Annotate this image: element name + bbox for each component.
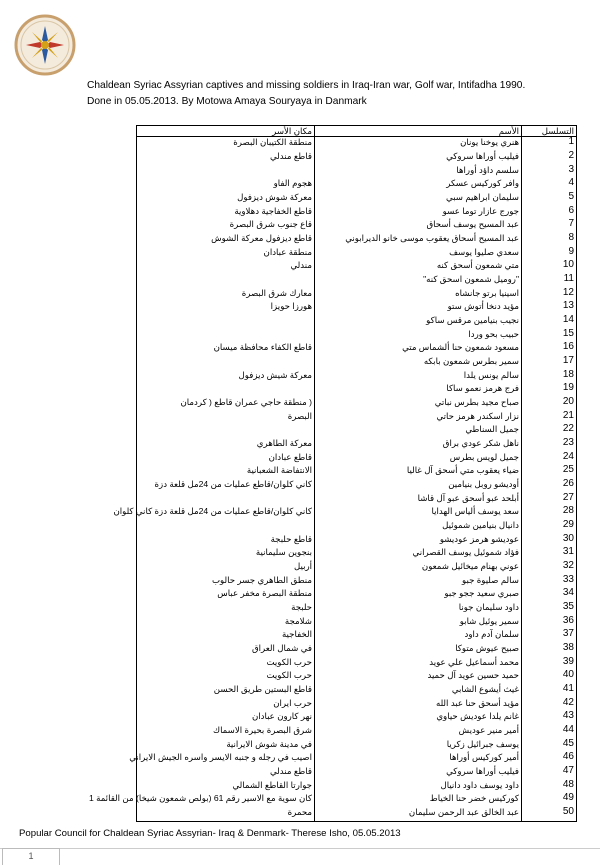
cell-seq: 10 bbox=[522, 260, 577, 274]
cell-name: عبد الخالق عبد الرحمن سليمان bbox=[315, 807, 522, 821]
cell-name: سمير يوئيل شابو bbox=[315, 616, 522, 630]
cell-name: سليمان ابراهيم سبي bbox=[315, 192, 522, 206]
table-row bbox=[137, 602, 577, 616]
cell-name: جميل السناطي bbox=[315, 424, 522, 438]
cell-seq: 41 bbox=[522, 684, 577, 698]
table-row bbox=[137, 588, 577, 602]
cell-seq: 9 bbox=[522, 247, 577, 261]
cell-seq: 48 bbox=[522, 780, 577, 794]
cell-name: ضياء يعقوب متي أسحق آل غاليا bbox=[315, 465, 522, 479]
cell-place: مندلي bbox=[290, 260, 312, 271]
cell-place: شرق البصرة بحيرة الاسماك bbox=[212, 725, 312, 736]
cell-place: قاطع ديزفول معركة الشوش bbox=[211, 232, 312, 243]
cell-seq: 47 bbox=[522, 766, 577, 780]
cell-place: معركة الطاهري bbox=[256, 437, 312, 448]
cell-name: ناهل شكر عودي براق bbox=[315, 438, 522, 452]
cell-place: الخفاجية bbox=[281, 629, 312, 640]
cell-seq: 29 bbox=[522, 520, 577, 534]
cell-seq: 15 bbox=[522, 329, 577, 343]
cell-name: جميل لويس بطرس bbox=[315, 452, 522, 466]
cell-place: في مدينة شوش الايرانية bbox=[226, 738, 312, 749]
cell-place: كاني كلوان/قاطع عمليات من 24مل قلعة دزة كاني كلوان bbox=[113, 506, 312, 517]
cell-place: قاطع عبادان bbox=[268, 451, 312, 462]
table-row bbox=[137, 356, 577, 370]
cell-seq: 49 bbox=[522, 793, 577, 807]
column-header-name: الأسم bbox=[315, 126, 522, 137]
cell-name: صباح مجيد بطرس نباتي bbox=[315, 397, 522, 411]
cell-place: منطقة عبادان bbox=[263, 246, 312, 257]
cell-seq: 40 bbox=[522, 670, 577, 684]
cell-place: قاطع البستين طريق الحسن bbox=[213, 684, 312, 695]
table-row bbox=[137, 397, 577, 411]
cell-place bbox=[137, 520, 315, 534]
cell-name: غانم يلدا عوديش حياوي bbox=[315, 711, 522, 725]
cell-seq: 32 bbox=[522, 561, 577, 575]
cell-place: شلامجة bbox=[284, 615, 312, 626]
cell-seq: 38 bbox=[522, 643, 577, 657]
table-row bbox=[137, 793, 577, 807]
table-row bbox=[137, 561, 577, 575]
column-header-seq: التسلسل bbox=[522, 126, 577, 137]
cell-name: سمير بطرس شمعون بابكه bbox=[315, 356, 522, 370]
cell-place: معارك شرق البصرة bbox=[241, 287, 312, 298]
cell-name: فرج هرمز نعمو ساكا bbox=[315, 383, 522, 397]
cell-name: سلمان آدم داود bbox=[315, 629, 522, 643]
table-row bbox=[137, 137, 577, 151]
cell-place: قاع جنوب شرق البصرة bbox=[229, 219, 312, 230]
table-row bbox=[137, 178, 577, 192]
cell-seq: 46 bbox=[522, 752, 577, 766]
cell-place bbox=[137, 356, 315, 370]
cell-seq: 20 bbox=[522, 397, 577, 411]
cell-seq: 7 bbox=[522, 219, 577, 233]
cell-name: يوسف جبرائيل زكريا bbox=[315, 739, 522, 753]
cell-seq: 12 bbox=[522, 288, 577, 302]
table-row bbox=[137, 465, 577, 479]
table-row bbox=[137, 643, 577, 657]
cell-name: مؤيد أسحق حنا عبد الله bbox=[315, 698, 522, 712]
header-title: Chaldean Syriac Assyrian captives and missing soldiers in Iraq-Iran war, Golf war, Intifadha 1990. bbox=[87, 80, 526, 91]
cell-seq: 18 bbox=[522, 370, 577, 384]
table-row bbox=[137, 301, 577, 315]
column-header-place: مكان الأسر bbox=[272, 126, 312, 136]
cell-place: نهر كارون عبادان bbox=[251, 711, 312, 722]
cell-name: أمير كوركيس أوراها bbox=[315, 752, 522, 766]
table-row bbox=[137, 315, 577, 329]
table-row bbox=[137, 274, 577, 288]
cell-seq: 43 bbox=[522, 711, 577, 725]
table-row bbox=[137, 219, 577, 233]
table-row bbox=[137, 479, 577, 493]
cell-place bbox=[137, 315, 315, 329]
cell-name: صبيح عيوش متوكا bbox=[315, 643, 522, 657]
cell-seq: 30 bbox=[522, 534, 577, 548]
cell-place: قاطع الخفاجية دهلاوية bbox=[234, 205, 312, 216]
cell-place: بنجوين سليمانية bbox=[255, 547, 312, 558]
cell-place: الانتفاضة الشعبانية bbox=[246, 465, 312, 476]
cell-seq: 24 bbox=[522, 452, 577, 466]
table-row bbox=[137, 506, 577, 520]
table-row bbox=[137, 370, 577, 384]
captives-table bbox=[88, 125, 577, 822]
cell-name: فيليب أوراها سروكي bbox=[315, 766, 522, 780]
cell-seq: 50 bbox=[522, 807, 577, 821]
cell-place: معركة شيش ديزفول bbox=[238, 369, 312, 380]
page-number: 1 bbox=[2, 848, 60, 865]
cell-name: محمد أسماعيل علي عويد bbox=[315, 657, 522, 671]
table-row bbox=[137, 711, 577, 725]
table-row bbox=[137, 493, 577, 507]
cell-name: مسعود شمعون حنا ألشماس متي bbox=[315, 342, 522, 356]
cell-name: سالم يونس يلدا bbox=[315, 370, 522, 384]
table-row bbox=[137, 766, 577, 780]
cell-place: قاطع مندلي bbox=[269, 150, 312, 161]
cell-seq: 39 bbox=[522, 657, 577, 671]
cell-place: كاني كلوان/قاطع عمليات من 24مل قلعة دزة bbox=[154, 478, 312, 489]
cell-name: متي شمعون أسحق كنه bbox=[315, 260, 522, 274]
table-row bbox=[137, 438, 577, 452]
table-row bbox=[137, 288, 577, 302]
table-row bbox=[137, 752, 577, 766]
table-row bbox=[137, 725, 577, 739]
cell-place: جوارتا القاطع الشمالي bbox=[232, 779, 312, 790]
cell-name: اسينيا برتو جانشاه bbox=[315, 288, 522, 302]
cell-seq: 16 bbox=[522, 342, 577, 356]
cell-place: ( منطقة حاجي عمران قاطع ( كردمان bbox=[180, 396, 312, 407]
cell-name: جورج عازار توما عسو bbox=[315, 206, 522, 220]
footer-text: Popular Council for Chaldean Syriac Assyrian- Iraq & Denmark- Therese Isho, 05.05.2013 bbox=[19, 828, 401, 839]
cell-seq: 1 bbox=[522, 137, 577, 151]
cell-seq: 3 bbox=[522, 165, 577, 179]
cell-name: سعدي صليوا يوسف bbox=[315, 247, 522, 261]
cell-name: داود يوسف داود دانيال bbox=[315, 780, 522, 794]
cell-name: عوني بهنام ميخائيل شمعون bbox=[315, 561, 522, 575]
cell-name: نزار اسكندر هرمز حاتي bbox=[315, 411, 522, 425]
table-row bbox=[137, 780, 577, 794]
cell-seq: 35 bbox=[522, 602, 577, 616]
cell-name: مؤيد دنخا أتوش ستو bbox=[315, 301, 522, 315]
cell-place: هورزا حويزا bbox=[270, 301, 312, 312]
cell-name: نجيب بنيامين مرقس ساكو bbox=[315, 315, 522, 329]
table-row bbox=[137, 629, 577, 643]
cell-seq: 6 bbox=[522, 206, 577, 220]
cell-name: فيليب أوراها سروكي bbox=[315, 151, 522, 165]
cell-place bbox=[137, 329, 315, 343]
table-row bbox=[137, 452, 577, 466]
cell-place: حرب ايران bbox=[273, 697, 312, 708]
cell-place: كان سوية مع الاسير رقم 61 (بولص شمعون شيخا) من القائمة 1 bbox=[88, 793, 312, 804]
cell-place: معركة شوش ديزفول bbox=[237, 191, 312, 202]
table-row bbox=[137, 534, 577, 548]
cell-name: سعد يوسف ألياس الهدايا bbox=[315, 506, 522, 520]
table-row bbox=[137, 424, 577, 438]
table-row bbox=[137, 342, 577, 356]
table-row bbox=[137, 260, 577, 274]
header-subtitle: Done in 05.05.2013. By Motowa Amaya Souryaya in Danmark bbox=[87, 96, 367, 107]
cell-seq: 23 bbox=[522, 438, 577, 452]
cell-name: كوركيس خضر حنا الخياط bbox=[315, 793, 522, 807]
cell-place bbox=[137, 493, 315, 507]
table-row bbox=[137, 684, 577, 698]
table-header-row bbox=[137, 126, 577, 137]
cell-place: حلبجة bbox=[291, 602, 312, 613]
cell-place: أربيل bbox=[293, 561, 312, 571]
cell-seq: 8 bbox=[522, 233, 577, 247]
table-row bbox=[137, 233, 577, 247]
cell-place bbox=[137, 165, 315, 179]
cell-seq: 33 bbox=[522, 575, 577, 589]
cell-place: قاطع مندلي bbox=[269, 766, 312, 777]
table-row bbox=[137, 739, 577, 753]
cell-name: سلسم داؤد أوراها bbox=[315, 165, 522, 179]
cell-name: وافر كوركيس عسكر bbox=[315, 178, 522, 192]
cell-name: عوديشو هرمز عوديشو bbox=[315, 534, 522, 548]
table-row bbox=[137, 329, 577, 343]
cell-name: أوديشو روبل بنيامين bbox=[315, 479, 522, 493]
table-row bbox=[137, 247, 577, 261]
table-row bbox=[137, 575, 577, 589]
table-row bbox=[137, 411, 577, 425]
cell-name: داود سليمان جونا bbox=[315, 602, 522, 616]
cell-name: "روميل شمعون اسحق كنه" bbox=[315, 274, 522, 288]
footer-divider bbox=[0, 848, 600, 849]
cell-seq: 2 bbox=[522, 151, 577, 165]
cell-seq: 27 bbox=[522, 493, 577, 507]
table-row bbox=[137, 807, 577, 821]
cell-name: غيث أيشوع الشابي bbox=[315, 684, 522, 698]
cell-name: سالم صليوة جبو bbox=[315, 575, 522, 589]
cell-seq: 28 bbox=[522, 506, 577, 520]
table-row bbox=[137, 547, 577, 561]
cell-place: البصرة bbox=[287, 410, 312, 421]
cell-name: أبلحد عبو أسحق عبو آل قاشا bbox=[315, 493, 522, 507]
cell-place: قاطع الكفاء محافظة ميسان bbox=[213, 342, 312, 353]
cell-seq: 37 bbox=[522, 629, 577, 643]
cell-seq: 42 bbox=[522, 698, 577, 712]
cell-name: صبري سعيد ججو جبو bbox=[315, 588, 522, 602]
cell-name: فؤاد شموئيل يوسف القصراني bbox=[315, 547, 522, 561]
cell-name: دانيال بنيامين شموئيل bbox=[315, 520, 522, 534]
cell-place: اصيب في رجله و جنبه الايسر واسره الجيش الايراني bbox=[129, 752, 312, 763]
cell-name: حبيب بحو وردا bbox=[315, 329, 522, 343]
cell-place: منطقة الكتيبان البصرة bbox=[233, 137, 312, 147]
table-row bbox=[137, 698, 577, 712]
table-row bbox=[137, 670, 577, 684]
cell-place: في شمال العراق bbox=[251, 643, 312, 654]
cell-place: حرب الكويت bbox=[266, 656, 312, 667]
cell-place: هجوم الفاو bbox=[273, 178, 312, 189]
cell-seq: 21 bbox=[522, 411, 577, 425]
table-row bbox=[137, 520, 577, 534]
cell-seq: 22 bbox=[522, 424, 577, 438]
cell-name: عبد المسيح يوسف أسحاق bbox=[315, 219, 522, 233]
cell-seq: 34 bbox=[522, 588, 577, 602]
cell-place bbox=[137, 383, 315, 397]
table-row bbox=[137, 206, 577, 220]
cell-place bbox=[137, 274, 315, 288]
cell-seq: 31 bbox=[522, 547, 577, 561]
cell-seq: 19 bbox=[522, 383, 577, 397]
cell-seq: 45 bbox=[522, 739, 577, 753]
cell-name: هنري يوخنا يونان bbox=[315, 137, 522, 151]
cell-name: عبد المسيح أسحاق يعقوب موسى خانو الديرابوني bbox=[315, 233, 522, 247]
cell-seq: 25 bbox=[522, 465, 577, 479]
cell-place: قاطع حلبجة bbox=[270, 533, 312, 544]
table-row bbox=[137, 165, 577, 179]
organization-logo bbox=[14, 14, 76, 76]
cell-seq: 26 bbox=[522, 479, 577, 493]
cell-seq: 44 bbox=[522, 725, 577, 739]
table-row bbox=[137, 657, 577, 671]
cell-seq: 17 bbox=[522, 356, 577, 370]
cell-name: أمير منير عوديش bbox=[315, 725, 522, 739]
table-row bbox=[137, 151, 577, 165]
cell-seq: 5 bbox=[522, 192, 577, 206]
cell-place bbox=[137, 424, 315, 438]
cell-seq: 13 bbox=[522, 301, 577, 315]
cell-place: منطق الطاهري جسر حالوب bbox=[211, 574, 312, 585]
cell-place: محمرة bbox=[287, 807, 312, 818]
cell-seq: 14 bbox=[522, 315, 577, 329]
table-row bbox=[137, 192, 577, 206]
cell-seq: 4 bbox=[522, 178, 577, 192]
table-row bbox=[137, 383, 577, 397]
cell-place: حرب الكويت bbox=[266, 670, 312, 681]
cell-seq: 36 bbox=[522, 616, 577, 630]
table-row bbox=[137, 616, 577, 630]
cell-place: منطقة البصرة مخفر عباس bbox=[217, 588, 312, 599]
cell-seq: 11 bbox=[522, 274, 577, 288]
cell-name: حميد حسين عويد آل حميد bbox=[315, 670, 522, 684]
